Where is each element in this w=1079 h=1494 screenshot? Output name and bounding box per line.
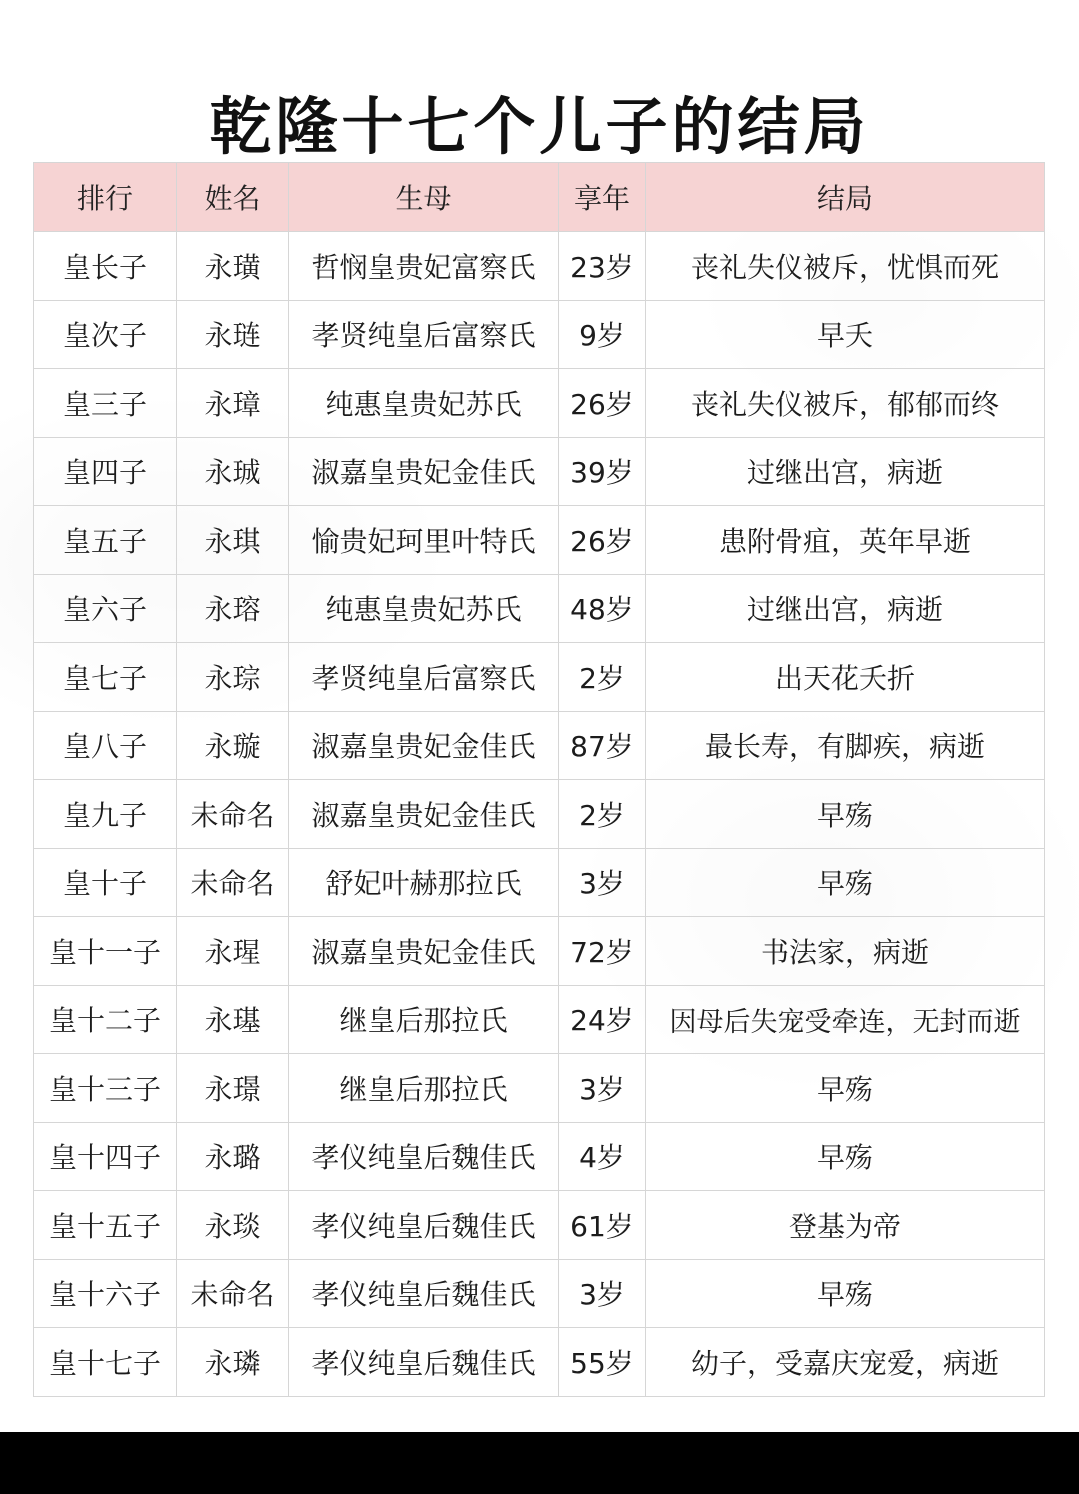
table-row xyxy=(34,848,1045,917)
cell-mother: 孝贤纯皇后富察氏 xyxy=(289,300,559,369)
cell-name: 永瑆 xyxy=(177,917,289,986)
cell-fate: 早夭 xyxy=(646,300,1045,369)
cell-mother: 孝贤纯皇后富察氏 xyxy=(289,643,559,712)
cell-fate: 幼子，受嘉庆宠爱，病逝 xyxy=(646,1328,1045,1397)
cell-name: 永琏 xyxy=(177,300,289,369)
cell-fate: 丧礼失仪被斥，忧惧而死 xyxy=(646,232,1045,301)
table-row xyxy=(34,1122,1045,1191)
cell-mother: 孝仪纯皇后魏佳氏 xyxy=(289,1328,559,1397)
cell-name: 永璟 xyxy=(177,1054,289,1123)
cell-age: 39岁 xyxy=(559,437,646,506)
cell-age: 23岁 xyxy=(559,232,646,301)
cell-rank: 皇次子 xyxy=(34,300,177,369)
header-fate: 结局 xyxy=(646,163,1045,232)
table-row xyxy=(34,780,1045,849)
header-rank: 排行 xyxy=(34,163,177,232)
cell-rank: 皇八子 xyxy=(34,711,177,780)
cell-name: 永璇 xyxy=(177,711,289,780)
cell-mother: 纯惠皇贵妃苏氏 xyxy=(289,369,559,438)
cell-age: 87岁 xyxy=(559,711,646,780)
header-age: 享年 xyxy=(559,163,646,232)
cell-age: 72岁 xyxy=(559,917,646,986)
cell-mother: 淑嘉皇贵妃金佳氏 xyxy=(289,711,559,780)
header-name: 姓名 xyxy=(177,163,289,232)
table-row xyxy=(34,1328,1045,1397)
cell-age: 9岁 xyxy=(559,300,646,369)
cell-mother: 继皇后那拉氏 xyxy=(289,1054,559,1123)
cell-name: 永瑢 xyxy=(177,574,289,643)
cell-age: 3岁 xyxy=(559,1259,646,1328)
cell-rank: 皇六子 xyxy=(34,574,177,643)
table-row xyxy=(34,437,1045,506)
cell-rank: 皇十子 xyxy=(34,848,177,917)
cell-age: 3岁 xyxy=(559,1054,646,1123)
table-row xyxy=(34,711,1045,780)
cell-fate: 早殇 xyxy=(646,1259,1045,1328)
table-row xyxy=(34,1054,1045,1123)
cell-name: 未命名 xyxy=(177,848,289,917)
cell-mother: 孝仪纯皇后魏佳氏 xyxy=(289,1259,559,1328)
cell-fate: 书法家，病逝 xyxy=(646,917,1045,986)
cell-name: 未命名 xyxy=(177,1259,289,1328)
cell-name: 未命名 xyxy=(177,780,289,849)
cell-name: 永璐 xyxy=(177,1122,289,1191)
cell-rank: 皇十五子 xyxy=(34,1191,177,1260)
table-row xyxy=(34,369,1045,438)
table-row xyxy=(34,917,1045,986)
cell-fate: 丧礼失仪被斥，郁郁而终 xyxy=(646,369,1045,438)
cell-fate: 早殇 xyxy=(646,1054,1045,1123)
cell-age: 55岁 xyxy=(559,1328,646,1397)
cell-rank: 皇九子 xyxy=(34,780,177,849)
cell-age: 24岁 xyxy=(559,985,646,1054)
cell-mother: 孝仪纯皇后魏佳氏 xyxy=(289,1122,559,1191)
cell-name: 永璂 xyxy=(177,985,289,1054)
cell-mother: 纯惠皇贵妃苏氏 xyxy=(289,574,559,643)
cell-age: 26岁 xyxy=(559,369,646,438)
cell-rank: 皇长子 xyxy=(34,232,177,301)
cell-rank: 皇十二子 xyxy=(34,985,177,1054)
cell-age: 2岁 xyxy=(559,643,646,712)
table-header-row xyxy=(34,163,1045,232)
cell-mother: 孝仪纯皇后魏佳氏 xyxy=(289,1191,559,1260)
cell-name: 永琪 xyxy=(177,506,289,575)
cell-name: 永璋 xyxy=(177,369,289,438)
cell-mother: 继皇后那拉氏 xyxy=(289,985,559,1054)
cell-rank: 皇七子 xyxy=(34,643,177,712)
cell-mother: 愉贵妃珂里叶特氏 xyxy=(289,506,559,575)
cell-mother: 淑嘉皇贵妃金佳氏 xyxy=(289,437,559,506)
cell-fate: 登基为帝 xyxy=(646,1191,1045,1260)
cell-mother: 淑嘉皇贵妃金佳氏 xyxy=(289,780,559,849)
cell-age: 3岁 xyxy=(559,848,646,917)
cell-fate: 早殇 xyxy=(646,848,1045,917)
cell-name: 永璜 xyxy=(177,232,289,301)
table-row xyxy=(34,1259,1045,1328)
cell-name: 永珹 xyxy=(177,437,289,506)
table-row xyxy=(34,643,1045,712)
cell-rank: 皇五子 xyxy=(34,506,177,575)
cell-mother: 舒妃叶赫那拉氏 xyxy=(289,848,559,917)
cell-age: 48岁 xyxy=(559,574,646,643)
cell-name: 永琰 xyxy=(177,1191,289,1260)
cell-name: 永璘 xyxy=(177,1328,289,1397)
table-row xyxy=(34,506,1045,575)
table-row xyxy=(34,985,1045,1054)
cell-fate: 患附骨疽，英年早逝 xyxy=(646,506,1045,575)
table-row xyxy=(34,1191,1045,1260)
cell-age: 2岁 xyxy=(559,780,646,849)
cell-fate: 过继出宫，病逝 xyxy=(646,437,1045,506)
bottom-black-bar xyxy=(0,1432,1079,1494)
cell-rank: 皇十三子 xyxy=(34,1054,177,1123)
table-row xyxy=(34,232,1045,301)
cell-rank: 皇十六子 xyxy=(34,1259,177,1328)
cell-mother: 淑嘉皇贵妃金佳氏 xyxy=(289,917,559,986)
cell-age: 4岁 xyxy=(559,1122,646,1191)
cell-rank: 皇四子 xyxy=(34,437,177,506)
cell-rank: 皇十四子 xyxy=(34,1122,177,1191)
table-row xyxy=(34,300,1045,369)
cell-rank: 皇三子 xyxy=(34,369,177,438)
page-title: 乾隆十七个儿子的结局 xyxy=(209,89,870,163)
cell-age: 26岁 xyxy=(559,506,646,575)
cell-name: 永琮 xyxy=(177,643,289,712)
cell-mother: 哲悯皇贵妃富察氏 xyxy=(289,232,559,301)
cell-rank: 皇十一子 xyxy=(34,917,177,986)
cell-fate: 早殇 xyxy=(646,1122,1045,1191)
cell-fate: 早殇 xyxy=(646,780,1045,849)
cell-age: 61岁 xyxy=(559,1191,646,1260)
sons-fate-table xyxy=(33,162,1045,1397)
cell-fate: 因母后失宠受牵连，无封而逝 xyxy=(646,985,1045,1054)
cell-fate: 出天花夭折 xyxy=(646,643,1045,712)
cell-fate: 过继出宫，病逝 xyxy=(646,574,1045,643)
cell-fate: 最长寿，有脚疾，病逝 xyxy=(646,711,1045,780)
cell-rank: 皇十七子 xyxy=(34,1328,177,1397)
table-row xyxy=(34,574,1045,643)
header-mother: 生母 xyxy=(289,163,559,232)
